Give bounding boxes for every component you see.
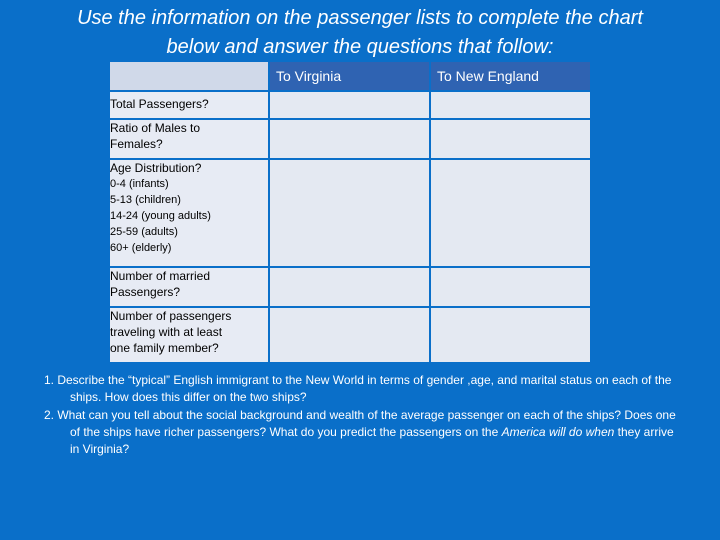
cell-virginia-age[interactable]: [269, 159, 430, 267]
age-item: 5-13 (children): [110, 194, 181, 206]
question-1: 1. Describe the “typical” English immigrant to the New World in terms of gender ,age, and marital status on each of the ships. How does this differ on the two ships?: [44, 373, 672, 404]
cell-new-england-total[interactable]: [430, 91, 591, 119]
title-line-1: Use the information on the passenger lists to complete the chart: [77, 7, 643, 29]
question-2: [44, 407, 684, 458]
questions-list: [44, 372, 684, 459]
column-header-virginia: To Virginia: [269, 61, 430, 91]
title-line-2: below and answer the questions that follow:: [166, 36, 554, 58]
cell-virginia-ratio[interactable]: [269, 119, 430, 159]
row-label-text: Ratio of Males to: [110, 121, 201, 135]
question-2-text-end: they arrive in Virginia?: [70, 425, 674, 456]
age-item: 0-4 (infants): [110, 178, 169, 190]
age-item: 60+ (elderly): [110, 242, 172, 254]
row-label-text: Number of married: [110, 269, 211, 283]
header-blank-cell: [109, 61, 269, 91]
row-label-ratio: [109, 119, 269, 159]
row-label-text: Passengers?: [110, 285, 181, 299]
row-label-text: Total Passengers?: [110, 97, 209, 111]
cell-new-england-ratio[interactable]: [430, 119, 591, 159]
table-row-total: [109, 91, 591, 119]
page-title: [30, 4, 690, 62]
question-2-ship-name: America will do when: [501, 425, 615, 439]
table-row-ratio: [109, 119, 591, 159]
table-row-married: [109, 267, 591, 307]
cell-new-england-married[interactable]: [430, 267, 591, 307]
age-item: 25-59 (adults): [110, 226, 178, 238]
row-label-text: traveling with at least: [110, 325, 223, 339]
row-label-family: [109, 307, 269, 363]
cell-new-england-age[interactable]: [430, 159, 591, 267]
table-row-age: [109, 159, 591, 267]
row-label-text: Females?: [110, 137, 163, 151]
cell-virginia-family[interactable]: [269, 307, 430, 363]
question-2-text: 2. What can you tell about the social background and wealth of the average passenger on each of the ships? Does one of the ships have richer passengers? What do you predict the passengers on the: [44, 408, 676, 439]
table-header-row: [109, 61, 591, 91]
cell-virginia-married[interactable]: [269, 267, 430, 307]
passenger-chart-table: [108, 60, 592, 364]
column-header-new-england: To New England: [430, 61, 591, 91]
table-row-family: [109, 307, 591, 363]
age-item: 14-24 (young adults): [110, 210, 211, 222]
cell-new-england-family[interactable]: [430, 307, 591, 363]
row-label-total-passengers: [109, 91, 269, 119]
row-label-text: Number of passengers: [110, 309, 232, 323]
row-label-age-distribution: [109, 159, 269, 267]
row-label-text: Age Distribution?: [110, 161, 202, 175]
row-label-married: [109, 267, 269, 307]
cell-virginia-total[interactable]: [269, 91, 430, 119]
row-label-text: one family member?: [110, 341, 219, 355]
